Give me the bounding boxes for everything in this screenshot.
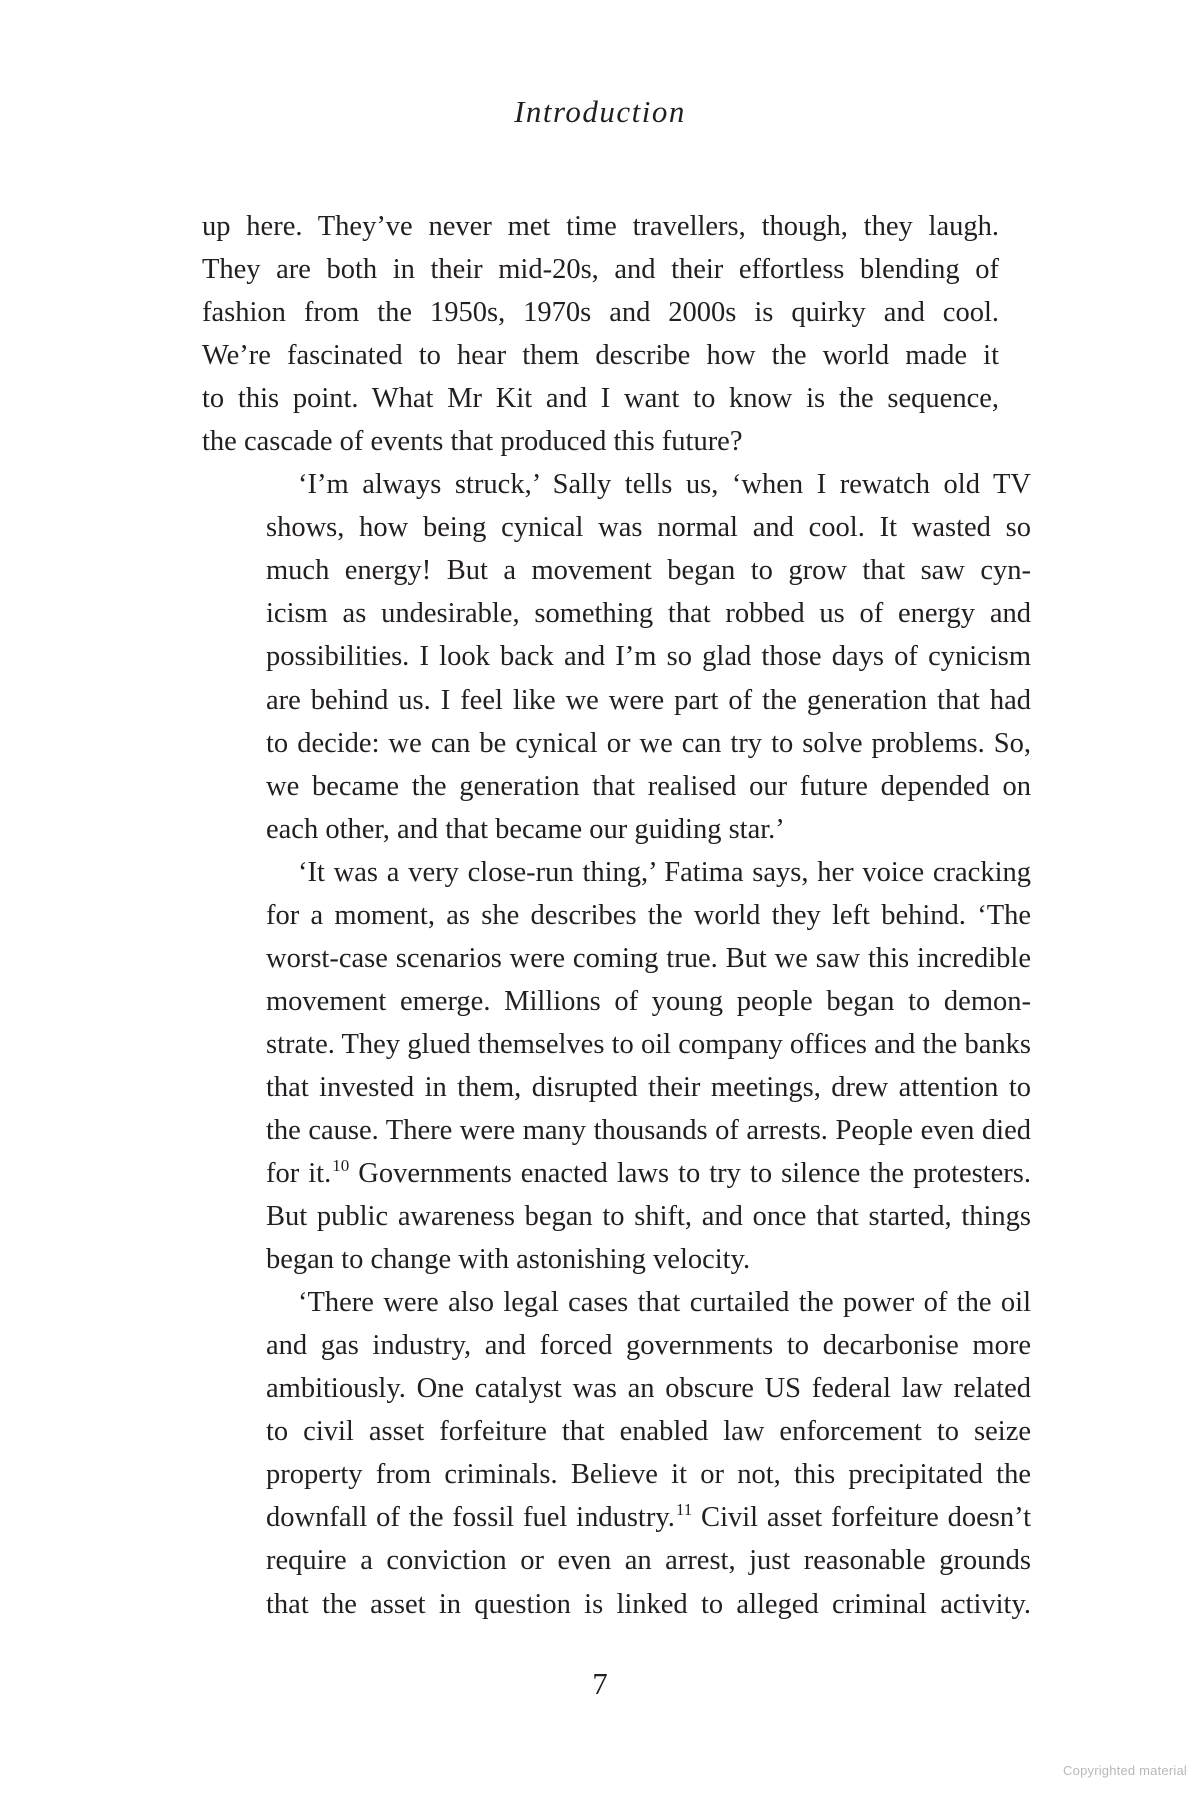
text-line: [202, 1281, 1031, 1324]
text-line: [202, 765, 1031, 808]
text-line-content: [202, 420, 999, 463]
text-line-content: [234, 679, 1031, 722]
body-text: [202, 205, 1032, 1626]
text-line-content: [234, 1453, 1031, 1496]
text-line-content: [234, 592, 1031, 635]
text-line-content: [234, 1023, 1031, 1066]
text-line: [202, 1410, 1031, 1453]
paragraph: [202, 205, 999, 463]
text-run: each other, and that became our guiding star.’: [266, 813, 785, 845]
text-line-content: [234, 722, 1031, 765]
text-line-content: [234, 1238, 1031, 1281]
text-line-content: [234, 1152, 1031, 1195]
text-line-content: [202, 291, 999, 334]
text-run: to this point. What Mr Kit and I want to know is the sequence,: [202, 383, 999, 415]
text-run: Governments enacted laws to try to silence the protesters.: [349, 1158, 1032, 1190]
text-run: for a moment, as she describes the world they left behind. ‘The: [266, 899, 1031, 931]
text-run: to civil asset forfeiture that enabled law enforcement to seize: [266, 1416, 1031, 1448]
text-line-content: [202, 205, 999, 248]
text-run: up here. They’ve never met time travellers, though, they laugh.: [202, 211, 999, 242]
text-line: [202, 592, 1031, 635]
text-line: [202, 1238, 999, 1281]
text-line-content: [202, 334, 999, 377]
text-line-content: [234, 1496, 1031, 1539]
text-line: [202, 851, 1031, 894]
text-line: [202, 1066, 1031, 1109]
text-run: to decide: we can be cynical or we can try to solve problems. So,: [266, 727, 1031, 759]
text-line-content: [234, 937, 1031, 980]
text-line: [202, 420, 999, 463]
text-line: [202, 1023, 1031, 1066]
text-run: much energy! But a movement began to grow that saw cyn-: [266, 555, 1031, 587]
text-run: fashion from the 1950s, 1970s and 2000s is quirky and cool.: [202, 297, 999, 329]
text-run: icism as undesirable, something that robbed us of energy and: [266, 598, 1031, 630]
text-run: possibilities. I look back and I’m so glad those days of cynicism: [266, 641, 1031, 673]
text-run: Civil asset forfeiture doesn’t: [692, 1502, 1031, 1534]
text-line-content: [234, 765, 1031, 808]
paragraph: [202, 1281, 1031, 1625]
text-line: [202, 549, 1031, 592]
text-line: [202, 1152, 1032, 1195]
text-line: [202, 1109, 1031, 1152]
running-head-chapter-title: Introduction: [514, 94, 686, 129]
text-line: [202, 894, 1031, 937]
text-line-content: [234, 506, 1031, 549]
text-line: [202, 463, 1031, 506]
text-line: [202, 722, 1031, 765]
text-run: ambitiously. One catalyst was an obscure US federal law related: [266, 1373, 1031, 1405]
text-line: [202, 1453, 1031, 1496]
text-line: [202, 635, 1031, 678]
text-run: began to change with astonishing velocity.: [266, 1244, 751, 1276]
paragraph: [202, 463, 1031, 850]
text-run: require a conviction or even an arrest, just reasonable grounds: [266, 1545, 1031, 1577]
text-line: [202, 377, 999, 420]
text-line-content: [234, 1195, 1031, 1238]
text-line: [202, 1496, 1031, 1539]
text-line: [202, 937, 1031, 980]
paragraph: [202, 851, 1032, 1281]
text-line: [202, 808, 999, 851]
text-line: [202, 205, 999, 248]
text-line-content: [234, 894, 1031, 937]
text-line: [202, 980, 1031, 1023]
text-line-content: [234, 635, 1031, 678]
text-line: [202, 291, 999, 334]
text-run: downfall of the fossil fuel industry.: [266, 1502, 675, 1534]
text-line-content: [234, 1583, 1031, 1626]
text-line-content: [234, 1109, 1031, 1152]
text-line-content: [234, 1066, 1031, 1109]
text-run: We’re fascinated to hear them describe how the world made it: [202, 340, 999, 372]
text-line-content: [234, 549, 1031, 592]
text-line-content: [234, 1324, 1031, 1367]
text-run: property from criminals. Believe it or not, this precipitated the: [266, 1459, 1031, 1491]
text-run: strate. They glued themselves to oil company offices and the banks: [266, 1028, 1031, 1060]
text-run: the cascade of events that produced this future?: [202, 426, 743, 458]
text-line-content: [234, 1539, 1031, 1582]
text-run: worst-case scenarios were coming true. But we saw this incredible: [266, 942, 1031, 974]
text-line-content: [234, 980, 1031, 1023]
text-line: [202, 679, 1031, 722]
text-line-content: [266, 851, 1031, 894]
text-line-content: [234, 808, 1031, 851]
footnote-reference[interactable]: 10: [332, 1156, 350, 1176]
text-run: shows, how being cynical was normal and cool. It wasted so: [266, 512, 1031, 544]
text-line: [202, 506, 1031, 549]
text-run: we became the generation that realised our future depended on: [266, 770, 1031, 802]
text-run: ‘There were also legal cases that curtailed the power of the oil: [298, 1287, 1031, 1319]
footnote-reference[interactable]: 11: [675, 1500, 693, 1520]
text-line-content: [266, 1281, 1031, 1324]
text-line-content: [202, 377, 999, 420]
copyright-watermark: Copyrighted material: [1063, 1763, 1187, 1778]
text-line-content: [202, 248, 999, 291]
text-line-content: [234, 1367, 1031, 1410]
text-line: [202, 1539, 1031, 1582]
text-run: that invested in them, disrupted their meetings, drew attention to: [266, 1071, 1031, 1103]
text-run: They are both in their mid-20s, and their effortless blending of: [202, 254, 999, 286]
text-run: ‘It was a very close-run thing,’ Fatima says, her voice cracking: [298, 856, 1031, 888]
text-run: for it.: [266, 1158, 332, 1190]
text-line: [202, 1583, 1031, 1626]
text-line: [202, 1324, 1031, 1367]
text-line: [202, 248, 999, 291]
text-line: [202, 1367, 1031, 1410]
text-run: are behind us. I feel like we were part of the generation that had: [266, 684, 1031, 716]
text-line: [202, 334, 999, 377]
text-run: But public awareness began to shift, and once that started, things: [266, 1201, 1031, 1233]
text-run: the cause. There were many thousands of arrests. People even died: [266, 1114, 1031, 1146]
text-line: [202, 1195, 1031, 1238]
text-run: ‘I’m always struck,’ Sally tells us, ‘when I rewatch old TV: [298, 469, 1031, 501]
page-number: 7: [592, 1666, 608, 1701]
text-line-content: [266, 463, 1031, 506]
text-line-content: [234, 1410, 1031, 1453]
text-run: and gas industry, and forced governments to decarbonise more: [266, 1330, 1031, 1362]
text-run: movement emerge. Millions of young people began to demon-: [266, 985, 1031, 1017]
text-run: that the asset in question is linked to alleged criminal activity.: [266, 1588, 1031, 1620]
